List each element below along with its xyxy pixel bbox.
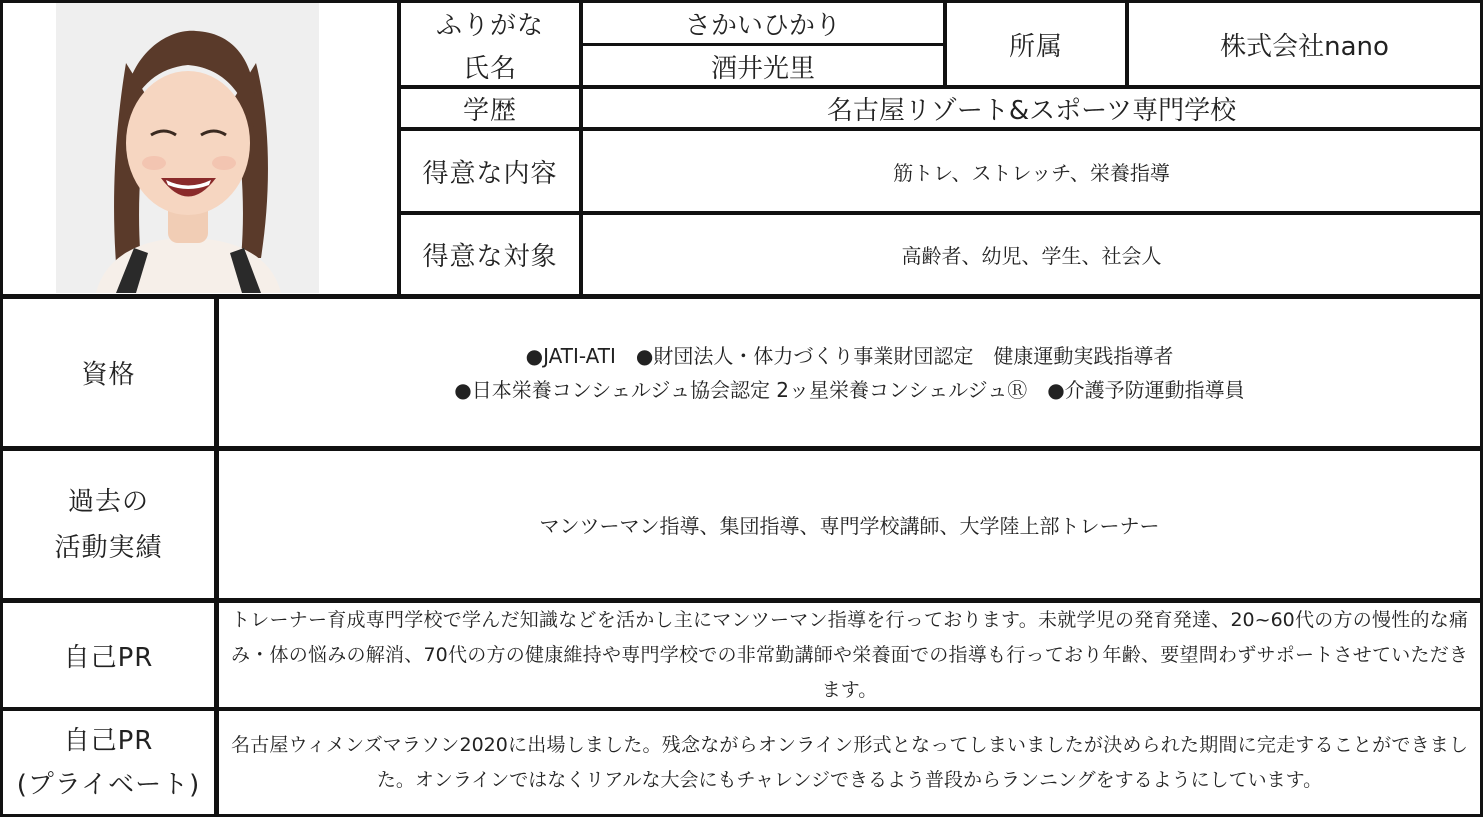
divider-affiliation [1125,0,1129,87]
table-border-top [0,0,1483,3]
qualifications-line-1: ●JATI-ATI ●財団法人・体力づくり事業財団認定 健康運動実践指導者 [525,343,1174,368]
history-value: マンツーマン指導、集団指導、専門学校講師、大学陸上部トレーナー [219,451,1480,598]
self-pr-value: トレーナー育成専門学校で学んだ知識などを活かし主にマンツーマン指導を行っております。未就学児の発育発達、20~60代の方の慢性的な痛み・体の悩みの解消、70代の方の健康維持や専門学校での非常勤講師や栄養面での指導も行っており年齢、要望問わずサポートさせていただきます。 [219,603,1480,707]
qualifications-label: 資格 [3,299,214,446]
divider-row-1 [397,85,1483,89]
history-label-line-1: 過去の [67,486,149,517]
qualifications-line-2: ●日本栄養コンシェルジュ協会認定 2ッ星栄養コンシェルジュⓇ ●介護予防運動指導員 [454,377,1245,402]
self-pr-private-label [3,711,214,814]
education-value: 名古屋リゾート&スポーツ専門学校 [583,89,1480,127]
self-pr-private-label-line-2: (プライベート) [16,769,201,800]
divider-furigana [583,43,943,46]
affiliation-value: 株式会社nano [1129,3,1480,85]
target-value: 高齢者、幼児、学生、社会人 [583,215,1480,294]
name-label: 氏名 [401,47,579,85]
divider-name-affiliation [943,0,947,87]
divider-row-qualifications [0,446,1483,451]
education-label: 学歴 [401,89,579,127]
self-pr-label: 自己PR [3,603,214,707]
divider-top-section [0,294,1483,299]
history-label [3,451,214,598]
furigana-label: ふりがな [401,3,579,43]
divider-row-3 [397,211,1483,215]
affiliation-label: 所属 [947,3,1125,85]
profile-photo-illustration [56,3,319,293]
qualifications-value [219,299,1480,446]
divider-row-2 [397,127,1483,131]
target-label: 得意な対象 [401,215,579,294]
self-pr-private-value: 名古屋ウィメンズマラソン2020に出場しました。残念ながらオンライン形式となってしまいましたが決められた期間に完走することができました。オンラインではなくリアルな大会にもチャレンジできるよう普段からランニングをするようにしています。 [219,711,1480,814]
self-pr-private-label-line-1: 自己PR [63,725,154,756]
table-border-left [0,0,3,817]
divider-lower-labels [214,297,219,817]
profile-photo [56,3,319,293]
furigana-value: さかいひかり [583,3,943,43]
divider-photo [397,0,401,297]
name-value: 酒井光里 [583,47,943,85]
history-label-line-2: 活動実績 [54,532,163,563]
divider-row-self-pr [0,707,1483,711]
specialty-label: 得意な内容 [401,131,579,211]
divider-row-history [0,598,1483,603]
specialty-value: 筋トレ、ストレッチ、栄養指導 [583,131,1480,211]
